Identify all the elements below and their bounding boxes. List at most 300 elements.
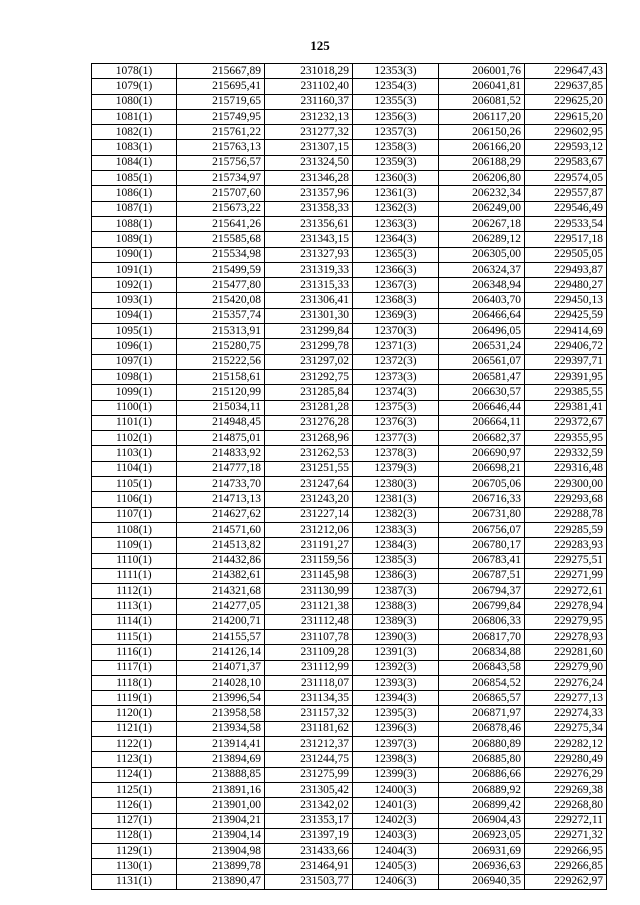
x-left-cell: 213904,14 xyxy=(177,828,265,843)
y-left-cell: 231244,75 xyxy=(265,752,353,767)
y-right-cell: 229266,95 xyxy=(525,844,607,859)
point-id-left-cell: 1128(1) xyxy=(92,828,177,843)
point-id-left-cell: 1102(1) xyxy=(92,431,177,446)
y-left-cell: 231134,35 xyxy=(265,691,353,706)
y-right-cell: 229300,00 xyxy=(525,477,607,492)
y-right-cell: 229425,59 xyxy=(525,308,607,323)
y-right-cell: 229288,78 xyxy=(525,507,607,522)
x-right-cell: 206885,80 xyxy=(439,752,525,767)
point-id-right-cell: 12356(3) xyxy=(353,109,439,124)
y-right-cell: 229278,93 xyxy=(525,629,607,644)
y-right-cell: 229275,51 xyxy=(525,553,607,568)
point-id-right-cell: 12367(3) xyxy=(353,278,439,293)
table-row xyxy=(92,599,607,614)
y-left-cell: 231299,84 xyxy=(265,324,353,339)
point-id-left-cell: 1098(1) xyxy=(92,369,177,384)
point-id-left-cell: 1084(1) xyxy=(92,155,177,170)
x-left-cell: 213899,78 xyxy=(177,859,265,874)
y-right-cell: 229381,41 xyxy=(525,400,607,415)
point-id-left-cell: 1105(1) xyxy=(92,477,177,492)
point-id-right-cell: 12362(3) xyxy=(353,201,439,216)
x-left-cell: 213888,85 xyxy=(177,767,265,782)
y-left-cell: 231121,38 xyxy=(265,599,353,614)
table-row xyxy=(92,461,607,476)
x-right-cell: 206690,97 xyxy=(439,446,525,461)
x-right-cell: 206324,37 xyxy=(439,262,525,277)
y-left-cell: 231358,33 xyxy=(265,201,353,216)
point-id-left-cell: 1086(1) xyxy=(92,186,177,201)
y-left-cell: 231212,37 xyxy=(265,737,353,752)
x-left-cell: 215477,80 xyxy=(177,278,265,293)
y-right-cell: 229533,54 xyxy=(525,216,607,231)
x-left-cell: 215749,95 xyxy=(177,109,265,124)
y-left-cell: 231232,13 xyxy=(265,109,353,124)
y-left-cell: 231503,77 xyxy=(265,874,353,889)
y-right-cell: 229557,87 xyxy=(525,186,607,201)
point-id-left-cell: 1107(1) xyxy=(92,507,177,522)
table-row xyxy=(92,492,607,507)
y-left-cell: 231275,99 xyxy=(265,767,353,782)
point-id-left-cell: 1079(1) xyxy=(92,79,177,94)
y-left-cell: 231107,78 xyxy=(265,629,353,644)
x-left-cell: 215673,22 xyxy=(177,201,265,216)
table-row xyxy=(92,94,607,109)
y-right-cell: 229615,20 xyxy=(525,109,607,124)
point-id-left-cell: 1130(1) xyxy=(92,859,177,874)
x-right-cell: 206041,81 xyxy=(439,79,525,94)
point-id-left-cell: 1104(1) xyxy=(92,461,177,476)
y-left-cell: 231285,84 xyxy=(265,385,353,400)
table-row xyxy=(92,64,607,79)
point-id-right-cell: 12359(3) xyxy=(353,155,439,170)
x-left-cell: 213958,58 xyxy=(177,706,265,721)
point-id-right-cell: 12386(3) xyxy=(353,568,439,583)
x-right-cell: 206880,89 xyxy=(439,737,525,752)
point-id-left-cell: 1113(1) xyxy=(92,599,177,614)
x-left-cell: 214321,68 xyxy=(177,584,265,599)
point-id-right-cell: 12399(3) xyxy=(353,767,439,782)
x-right-cell: 206940,35 xyxy=(439,874,525,889)
point-id-left-cell: 1121(1) xyxy=(92,721,177,736)
x-right-cell: 206496,05 xyxy=(439,324,525,339)
point-id-right-cell: 12389(3) xyxy=(353,614,439,629)
x-left-cell: 214733,70 xyxy=(177,477,265,492)
y-left-cell: 231306,41 xyxy=(265,293,353,308)
table-row xyxy=(92,538,607,553)
x-right-cell: 206630,57 xyxy=(439,385,525,400)
point-id-left-cell: 1100(1) xyxy=(92,400,177,415)
table-row xyxy=(92,247,607,262)
x-left-cell: 213894,69 xyxy=(177,752,265,767)
point-id-right-cell: 12368(3) xyxy=(353,293,439,308)
y-right-cell: 229493,87 xyxy=(525,262,607,277)
point-id-left-cell: 1090(1) xyxy=(92,247,177,262)
table-row xyxy=(92,186,607,201)
point-id-right-cell: 12372(3) xyxy=(353,354,439,369)
x-right-cell: 206682,37 xyxy=(439,431,525,446)
x-right-cell: 206206,80 xyxy=(439,171,525,186)
table-row xyxy=(92,369,607,384)
point-id-left-cell: 1125(1) xyxy=(92,782,177,797)
table-row xyxy=(92,446,607,461)
y-right-cell: 229505,05 xyxy=(525,247,607,262)
y-right-cell: 229277,13 xyxy=(525,691,607,706)
table-row xyxy=(92,324,607,339)
x-right-cell: 206403,70 xyxy=(439,293,525,308)
point-id-left-cell: 1117(1) xyxy=(92,660,177,675)
x-right-cell: 206267,18 xyxy=(439,216,525,231)
y-right-cell: 229397,71 xyxy=(525,354,607,369)
x-left-cell: 215761,22 xyxy=(177,125,265,140)
coordinates-table-body xyxy=(92,64,607,890)
point-id-right-cell: 12371(3) xyxy=(353,339,439,354)
x-right-cell: 206780,17 xyxy=(439,538,525,553)
x-right-cell: 206581,47 xyxy=(439,369,525,384)
x-left-cell: 214126,14 xyxy=(177,645,265,660)
x-left-cell: 215499,59 xyxy=(177,262,265,277)
x-right-cell: 206731,80 xyxy=(439,507,525,522)
x-right-cell: 206799,84 xyxy=(439,599,525,614)
table-row xyxy=(92,308,607,323)
point-id-right-cell: 12397(3) xyxy=(353,737,439,752)
x-right-cell: 206150,26 xyxy=(439,125,525,140)
point-id-right-cell: 12369(3) xyxy=(353,308,439,323)
x-left-cell: 215756,57 xyxy=(177,155,265,170)
x-left-cell: 215034,11 xyxy=(177,400,265,415)
y-left-cell: 231243,20 xyxy=(265,492,353,507)
y-left-cell: 231276,28 xyxy=(265,415,353,430)
x-left-cell: 214432,86 xyxy=(177,553,265,568)
x-left-cell: 215734,97 xyxy=(177,171,265,186)
y-left-cell: 231315,33 xyxy=(265,278,353,293)
table-row xyxy=(92,813,607,828)
point-id-right-cell: 12388(3) xyxy=(353,599,439,614)
table-row xyxy=(92,385,607,400)
table-row xyxy=(92,140,607,155)
x-left-cell: 215707,60 xyxy=(177,186,265,201)
x-right-cell: 206188,29 xyxy=(439,155,525,170)
x-right-cell: 206705,06 xyxy=(439,477,525,492)
table-row xyxy=(92,293,607,308)
point-id-left-cell: 1118(1) xyxy=(92,675,177,690)
x-left-cell: 215695,41 xyxy=(177,79,265,94)
point-id-right-cell: 12370(3) xyxy=(353,324,439,339)
table-row xyxy=(92,706,607,721)
x-right-cell: 206878,46 xyxy=(439,721,525,736)
point-id-left-cell: 1091(1) xyxy=(92,262,177,277)
x-right-cell: 206923,05 xyxy=(439,828,525,843)
table-row xyxy=(92,660,607,675)
x-left-cell: 213904,98 xyxy=(177,844,265,859)
point-id-left-cell: 1115(1) xyxy=(92,629,177,644)
x-left-cell: 213996,54 xyxy=(177,691,265,706)
y-left-cell: 231118,07 xyxy=(265,675,353,690)
x-right-cell: 206081,52 xyxy=(439,94,525,109)
x-right-cell: 206466,64 xyxy=(439,308,525,323)
point-id-left-cell: 1101(1) xyxy=(92,415,177,430)
x-left-cell: 213890,47 xyxy=(177,874,265,889)
x-right-cell: 206756,07 xyxy=(439,522,525,537)
x-left-cell: 214513,82 xyxy=(177,538,265,553)
y-left-cell: 231353,17 xyxy=(265,813,353,828)
y-left-cell: 231397,19 xyxy=(265,828,353,843)
x-left-cell: 214071,37 xyxy=(177,660,265,675)
x-right-cell: 206806,33 xyxy=(439,614,525,629)
y-right-cell: 229332,59 xyxy=(525,446,607,461)
point-id-left-cell: 1127(1) xyxy=(92,813,177,828)
y-right-cell: 229647,43 xyxy=(525,64,607,79)
y-right-cell: 229283,93 xyxy=(525,538,607,553)
x-left-cell: 214627,62 xyxy=(177,507,265,522)
table-row xyxy=(92,752,607,767)
point-id-right-cell: 12363(3) xyxy=(353,216,439,231)
x-right-cell: 206899,42 xyxy=(439,798,525,813)
point-id-right-cell: 12403(3) xyxy=(353,828,439,843)
y-left-cell: 231191,27 xyxy=(265,538,353,553)
point-id-right-cell: 12401(3) xyxy=(353,798,439,813)
y-right-cell: 229583,67 xyxy=(525,155,607,170)
table-row xyxy=(92,109,607,124)
table-row xyxy=(92,553,607,568)
point-id-right-cell: 12357(3) xyxy=(353,125,439,140)
point-id-right-cell: 12364(3) xyxy=(353,232,439,247)
table-row xyxy=(92,155,607,170)
x-right-cell: 206889,92 xyxy=(439,782,525,797)
point-id-left-cell: 1092(1) xyxy=(92,278,177,293)
x-right-cell: 206783,41 xyxy=(439,553,525,568)
point-id-right-cell: 12400(3) xyxy=(353,782,439,797)
table-row xyxy=(92,859,607,874)
table-row xyxy=(92,629,607,644)
y-left-cell: 231018,29 xyxy=(265,64,353,79)
y-left-cell: 231109,28 xyxy=(265,645,353,660)
y-right-cell: 229274,33 xyxy=(525,706,607,721)
coordinates-table xyxy=(91,63,607,890)
y-right-cell: 229355,95 xyxy=(525,431,607,446)
y-right-cell: 229275,34 xyxy=(525,721,607,736)
y-right-cell: 229279,90 xyxy=(525,660,607,675)
point-id-right-cell: 12378(3) xyxy=(353,446,439,461)
x-right-cell: 206843,58 xyxy=(439,660,525,675)
table-row xyxy=(92,691,607,706)
point-id-left-cell: 1119(1) xyxy=(92,691,177,706)
y-right-cell: 229282,12 xyxy=(525,737,607,752)
point-id-right-cell: 12381(3) xyxy=(353,492,439,507)
point-id-right-cell: 12394(3) xyxy=(353,691,439,706)
y-right-cell: 229262,97 xyxy=(525,874,607,889)
point-id-left-cell: 1080(1) xyxy=(92,94,177,109)
y-left-cell: 231307,15 xyxy=(265,140,353,155)
y-left-cell: 231342,02 xyxy=(265,798,353,813)
point-id-right-cell: 12406(3) xyxy=(353,874,439,889)
y-right-cell: 229372,67 xyxy=(525,415,607,430)
y-left-cell: 231324,50 xyxy=(265,155,353,170)
x-left-cell: 213914,41 xyxy=(177,737,265,752)
y-right-cell: 229278,94 xyxy=(525,599,607,614)
x-left-cell: 214382,61 xyxy=(177,568,265,583)
x-right-cell: 206289,12 xyxy=(439,232,525,247)
y-right-cell: 229271,32 xyxy=(525,828,607,843)
point-id-left-cell: 1096(1) xyxy=(92,339,177,354)
y-left-cell: 231277,32 xyxy=(265,125,353,140)
y-left-cell: 231145,98 xyxy=(265,568,353,583)
x-left-cell: 214028,10 xyxy=(177,675,265,690)
x-right-cell: 206787,51 xyxy=(439,568,525,583)
x-right-cell: 206936,63 xyxy=(439,859,525,874)
y-left-cell: 231247,64 xyxy=(265,477,353,492)
y-right-cell: 229269,38 xyxy=(525,782,607,797)
point-id-right-cell: 12373(3) xyxy=(353,369,439,384)
x-right-cell: 206865,57 xyxy=(439,691,525,706)
y-right-cell: 229316,48 xyxy=(525,461,607,476)
point-id-left-cell: 1094(1) xyxy=(92,308,177,323)
y-left-cell: 231305,42 xyxy=(265,782,353,797)
y-left-cell: 231433,66 xyxy=(265,844,353,859)
point-id-left-cell: 1126(1) xyxy=(92,798,177,813)
table-row xyxy=(92,767,607,782)
y-left-cell: 231343,15 xyxy=(265,232,353,247)
y-right-cell: 229276,24 xyxy=(525,675,607,690)
point-id-left-cell: 1110(1) xyxy=(92,553,177,568)
table-row xyxy=(92,354,607,369)
point-id-left-cell: 1109(1) xyxy=(92,538,177,553)
x-right-cell: 206698,21 xyxy=(439,461,525,476)
point-id-right-cell: 12379(3) xyxy=(353,461,439,476)
x-right-cell: 206871,97 xyxy=(439,706,525,721)
x-left-cell: 214277,05 xyxy=(177,599,265,614)
table-row xyxy=(92,844,607,859)
x-left-cell: 214713,13 xyxy=(177,492,265,507)
y-right-cell: 229280,49 xyxy=(525,752,607,767)
y-right-cell: 229574,05 xyxy=(525,171,607,186)
point-id-right-cell: 12360(3) xyxy=(353,171,439,186)
x-right-cell: 206854,52 xyxy=(439,675,525,690)
point-id-left-cell: 1085(1) xyxy=(92,171,177,186)
table-row xyxy=(92,782,607,797)
y-right-cell: 229272,61 xyxy=(525,584,607,599)
y-right-cell: 229414,69 xyxy=(525,324,607,339)
x-right-cell: 206305,00 xyxy=(439,247,525,262)
y-right-cell: 229602,95 xyxy=(525,125,607,140)
point-id-right-cell: 12398(3) xyxy=(353,752,439,767)
x-left-cell: 215420,08 xyxy=(177,293,265,308)
x-right-cell: 206904,43 xyxy=(439,813,525,828)
point-id-right-cell: 12392(3) xyxy=(353,660,439,675)
table-row xyxy=(92,400,607,415)
table-row xyxy=(92,232,607,247)
point-id-left-cell: 1112(1) xyxy=(92,584,177,599)
point-id-left-cell: 1081(1) xyxy=(92,109,177,124)
point-id-right-cell: 12365(3) xyxy=(353,247,439,262)
x-left-cell: 214777,18 xyxy=(177,461,265,476)
x-left-cell: 215313,91 xyxy=(177,324,265,339)
table-row xyxy=(92,614,607,629)
point-id-left-cell: 1103(1) xyxy=(92,446,177,461)
point-id-left-cell: 1123(1) xyxy=(92,752,177,767)
point-id-right-cell: 12377(3) xyxy=(353,431,439,446)
point-id-left-cell: 1120(1) xyxy=(92,706,177,721)
x-left-cell: 214948,45 xyxy=(177,415,265,430)
x-left-cell: 213904,21 xyxy=(177,813,265,828)
y-right-cell: 229517,18 xyxy=(525,232,607,247)
x-left-cell: 214155,57 xyxy=(177,629,265,644)
point-id-right-cell: 12402(3) xyxy=(353,813,439,828)
y-left-cell: 231160,37 xyxy=(265,94,353,109)
x-left-cell: 213934,58 xyxy=(177,721,265,736)
y-right-cell: 229593,12 xyxy=(525,140,607,155)
y-left-cell: 231112,99 xyxy=(265,660,353,675)
y-left-cell: 231227,14 xyxy=(265,507,353,522)
point-id-right-cell: 12382(3) xyxy=(353,507,439,522)
x-left-cell: 214200,71 xyxy=(177,614,265,629)
x-right-cell: 206886,66 xyxy=(439,767,525,782)
x-right-cell: 206834,88 xyxy=(439,645,525,660)
y-right-cell: 229293,68 xyxy=(525,492,607,507)
x-left-cell: 214833,92 xyxy=(177,446,265,461)
point-id-right-cell: 12355(3) xyxy=(353,94,439,109)
table-row xyxy=(92,125,607,140)
y-left-cell: 231319,33 xyxy=(265,262,353,277)
point-id-right-cell: 12375(3) xyxy=(353,400,439,415)
table-row xyxy=(92,645,607,660)
table-row xyxy=(92,798,607,813)
y-left-cell: 231299,78 xyxy=(265,339,353,354)
y-left-cell: 231356,61 xyxy=(265,216,353,231)
x-left-cell: 215585,68 xyxy=(177,232,265,247)
y-left-cell: 231346,28 xyxy=(265,171,353,186)
y-right-cell: 229546,49 xyxy=(525,201,607,216)
y-right-cell: 229385,55 xyxy=(525,385,607,400)
x-left-cell: 214571,60 xyxy=(177,522,265,537)
point-id-left-cell: 1124(1) xyxy=(92,767,177,782)
y-right-cell: 229281,60 xyxy=(525,645,607,660)
y-left-cell: 231157,32 xyxy=(265,706,353,721)
y-right-cell: 229271,99 xyxy=(525,568,607,583)
table-row xyxy=(92,675,607,690)
y-right-cell: 229276,29 xyxy=(525,767,607,782)
y-left-cell: 231212,06 xyxy=(265,522,353,537)
point-id-right-cell: 12353(3) xyxy=(353,64,439,79)
point-id-left-cell: 1087(1) xyxy=(92,201,177,216)
table-row xyxy=(92,874,607,889)
point-id-left-cell: 1114(1) xyxy=(92,614,177,629)
point-id-left-cell: 1088(1) xyxy=(92,216,177,231)
y-left-cell: 231102,40 xyxy=(265,79,353,94)
y-left-cell: 231327,93 xyxy=(265,247,353,262)
point-id-right-cell: 12395(3) xyxy=(353,706,439,721)
x-left-cell: 215280,75 xyxy=(177,339,265,354)
table-row xyxy=(92,415,607,430)
x-left-cell: 213901,00 xyxy=(177,798,265,813)
x-right-cell: 206531,24 xyxy=(439,339,525,354)
point-id-left-cell: 1095(1) xyxy=(92,324,177,339)
table-row xyxy=(92,79,607,94)
y-right-cell: 229268,80 xyxy=(525,798,607,813)
y-left-cell: 231262,53 xyxy=(265,446,353,461)
x-left-cell: 215763,13 xyxy=(177,140,265,155)
point-id-left-cell: 1078(1) xyxy=(92,64,177,79)
x-right-cell: 206817,70 xyxy=(439,629,525,644)
y-left-cell: 231268,96 xyxy=(265,431,353,446)
table-row xyxy=(92,262,607,277)
x-left-cell: 215667,89 xyxy=(177,64,265,79)
x-right-cell: 206561,07 xyxy=(439,354,525,369)
y-left-cell: 231112,48 xyxy=(265,614,353,629)
y-right-cell: 229285,59 xyxy=(525,522,607,537)
table-row xyxy=(92,721,607,736)
point-id-left-cell: 1083(1) xyxy=(92,140,177,155)
y-left-cell: 231297,02 xyxy=(265,354,353,369)
